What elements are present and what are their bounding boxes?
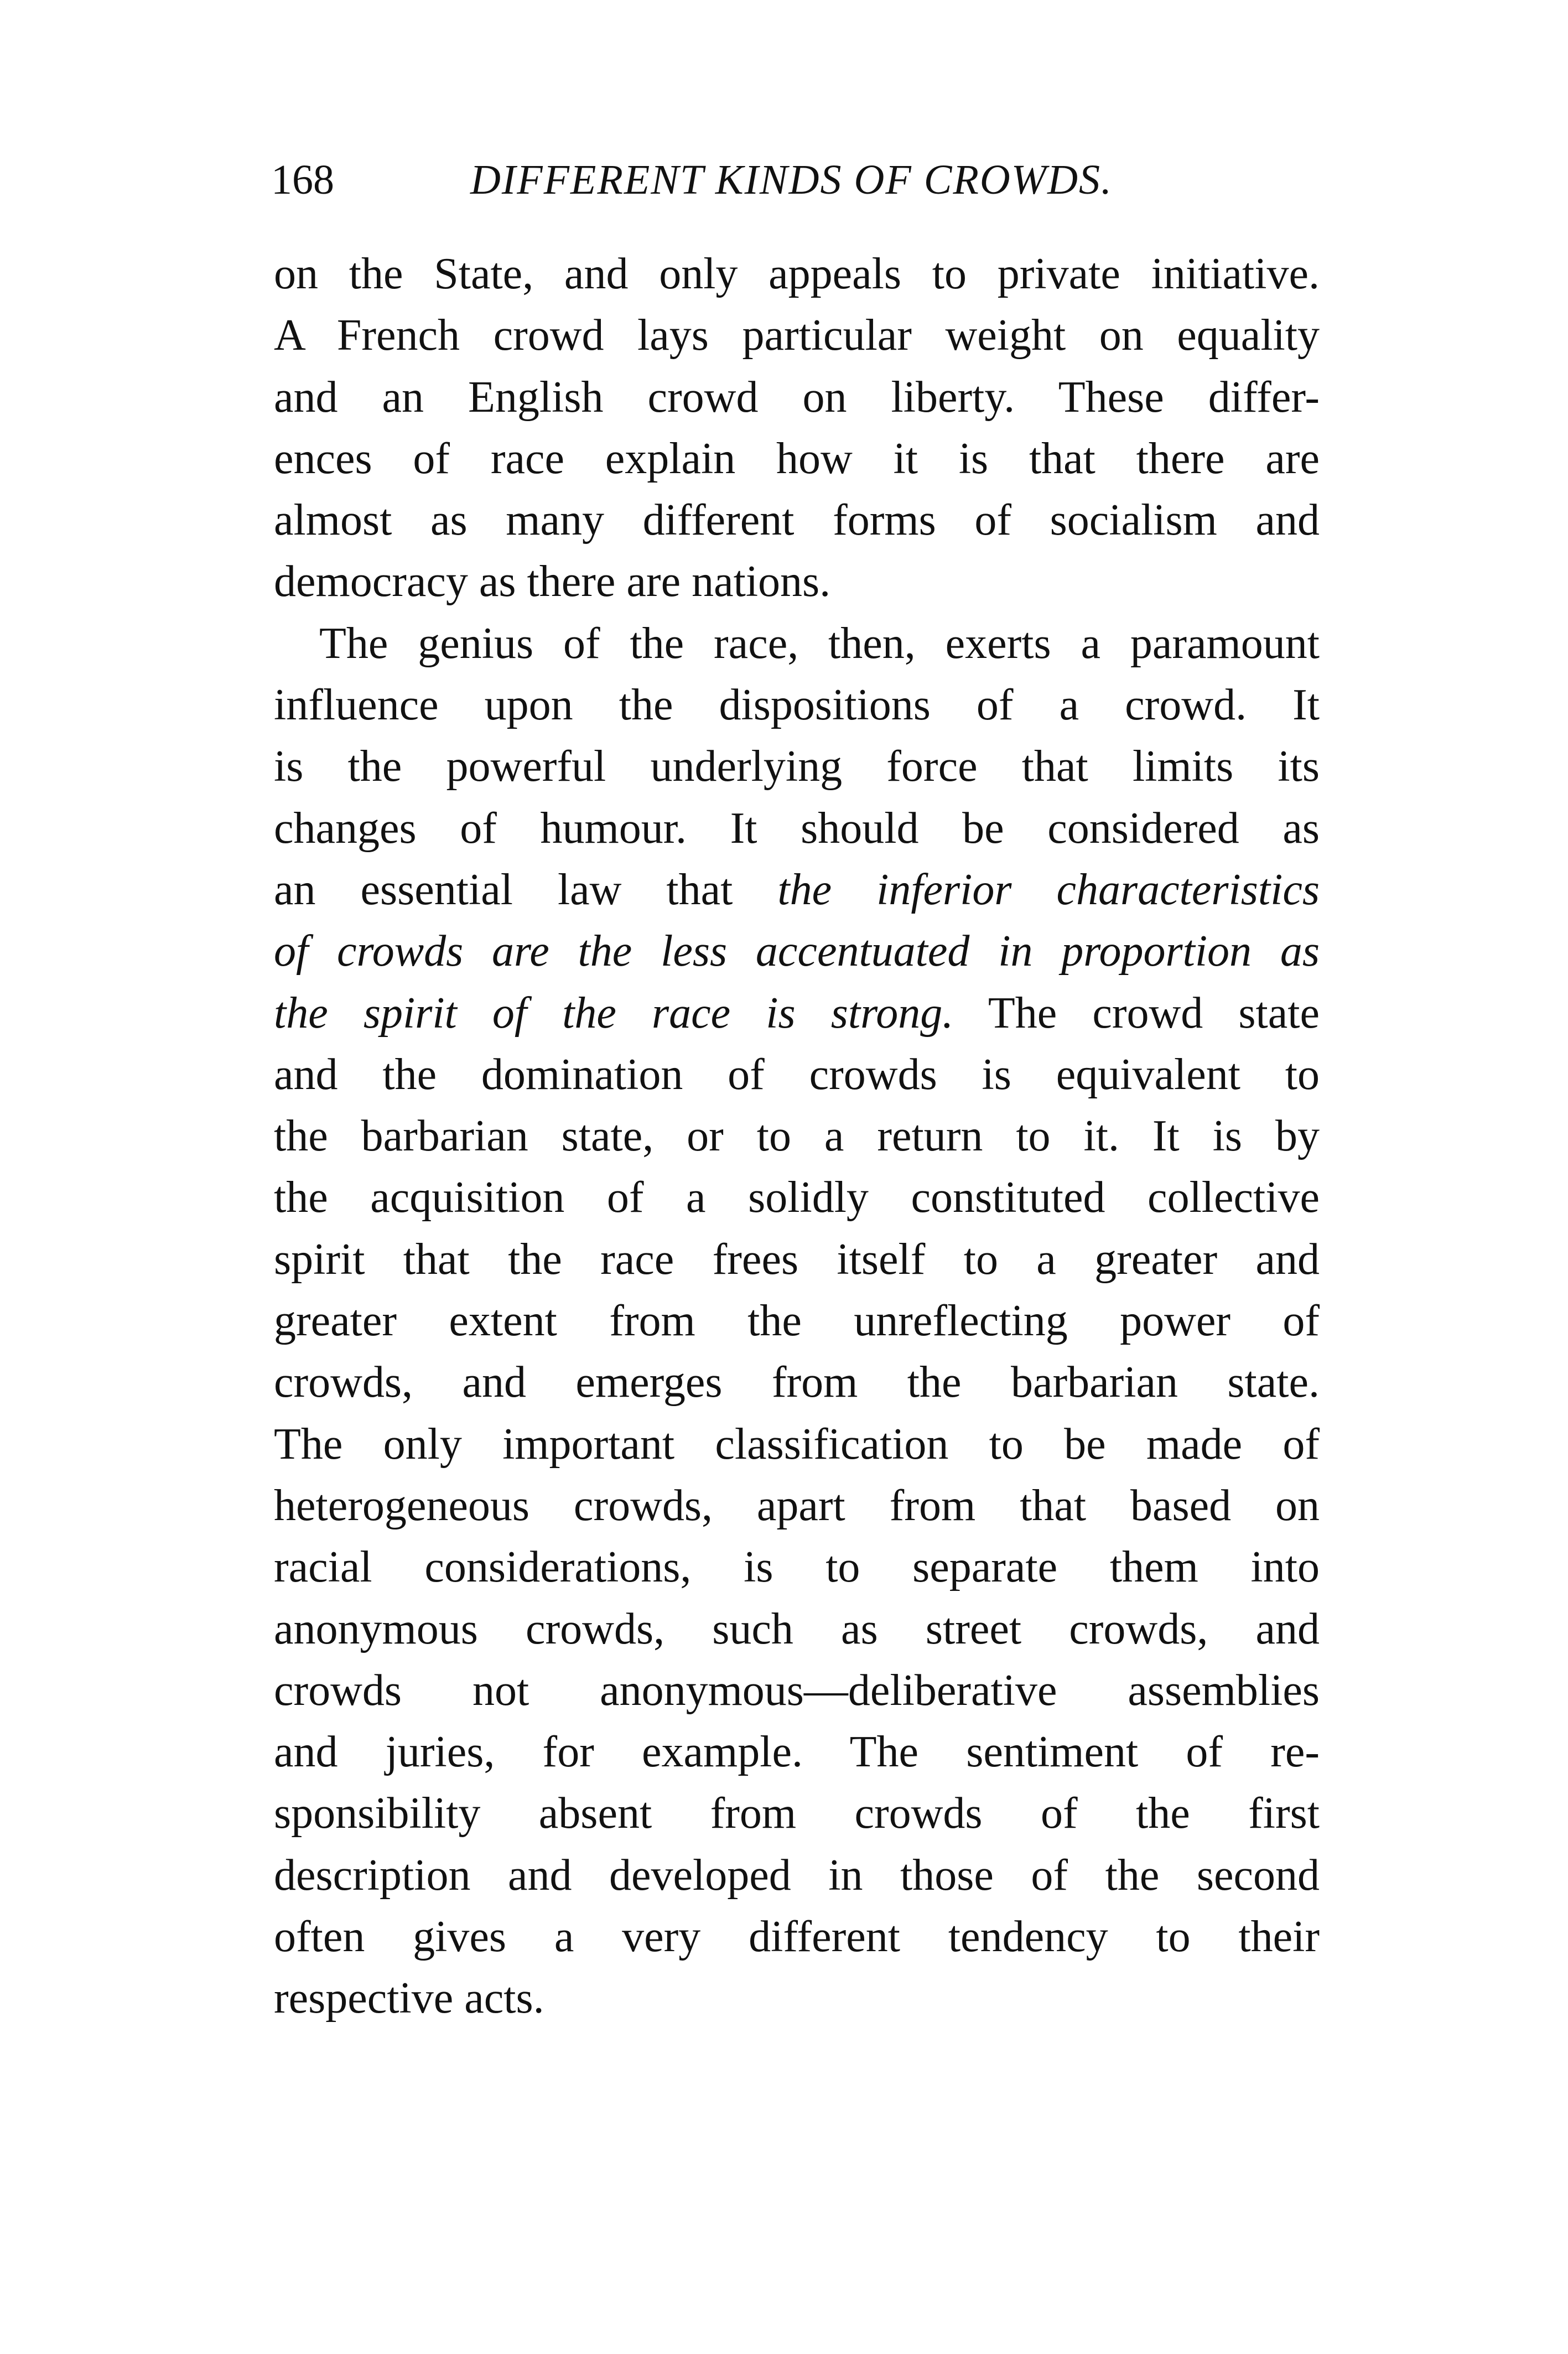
body-text (274, 243, 1320, 2030)
page-number: 168 (271, 157, 334, 203)
text-line: and an English crowd on liberty. These differ- (274, 372, 1320, 422)
text-line: democracy as there are nations. (274, 557, 831, 606)
text-line (274, 983, 1320, 1044)
text-line (274, 921, 1320, 982)
text-line: greater extent from the unreflecting power of (274, 1297, 1320, 1346)
text-line: changes of humour. It should be considered as (274, 803, 1320, 853)
text-line: The only important classification to be made of (274, 1419, 1320, 1469)
text-italic: the inferior characteristics (777, 865, 1320, 914)
running-head (271, 149, 1322, 210)
text-line: the barbarian state, or to a return to it. It is by (274, 1112, 1320, 1161)
text-line: respective acts. (274, 1974, 544, 2023)
running-title: DIFFERENT KINDS OF CROWDS. (470, 157, 1113, 203)
text-roman: The crowd state (953, 988, 1320, 1038)
text-line: racial considerations, is to separate them into (274, 1543, 1320, 1592)
text-italic: the spirit of the race is strong. (274, 988, 954, 1038)
text-line: The genius of the race, then, exerts a paramount (319, 619, 1320, 668)
text-line (274, 859, 1320, 921)
text-line: A French crowd lays particular weight on equality (274, 311, 1320, 360)
text-line: influence upon the dispositions of a crowd. It (274, 681, 1320, 730)
text-line: description and developed in those of the second (274, 1850, 1320, 1900)
text-line: often gives a very different tendency to their (274, 1912, 1320, 1962)
text-line: the acquisition of a solidly constituted collective (274, 1173, 1320, 1222)
text-line: is the powerful underlying force that limits its (274, 742, 1320, 791)
text-line: heterogeneous crowds, apart from that based on (274, 1481, 1320, 1530)
text-line: ences of race explain how it is that there are (274, 434, 1320, 483)
text-roman: an essential law that (274, 865, 778, 914)
text-line: spirit that the race frees itself to a greater and (274, 1235, 1320, 1284)
text-line: crowds, and emerges from the barbarian state. (274, 1358, 1320, 1407)
text-line: crowds not anonymous—deliberative assemblies (274, 1666, 1320, 1715)
text-line: on the State, and only appeals to private initiative. (274, 250, 1320, 298)
text-line: and the domination of crowds is equivalent to (274, 1050, 1320, 1099)
text-line: sponsibility absent from crowds of the first (274, 1789, 1320, 1838)
text-italic: of crowds are the less accentuated in proportion as (274, 927, 1320, 976)
text-line: and juries, for example. The sentiment of re- (274, 1728, 1320, 1777)
text-line: anonymous crowds, such as street crowds, and (274, 1604, 1320, 1653)
text-line: almost as many different forms of socialism and (274, 496, 1320, 545)
